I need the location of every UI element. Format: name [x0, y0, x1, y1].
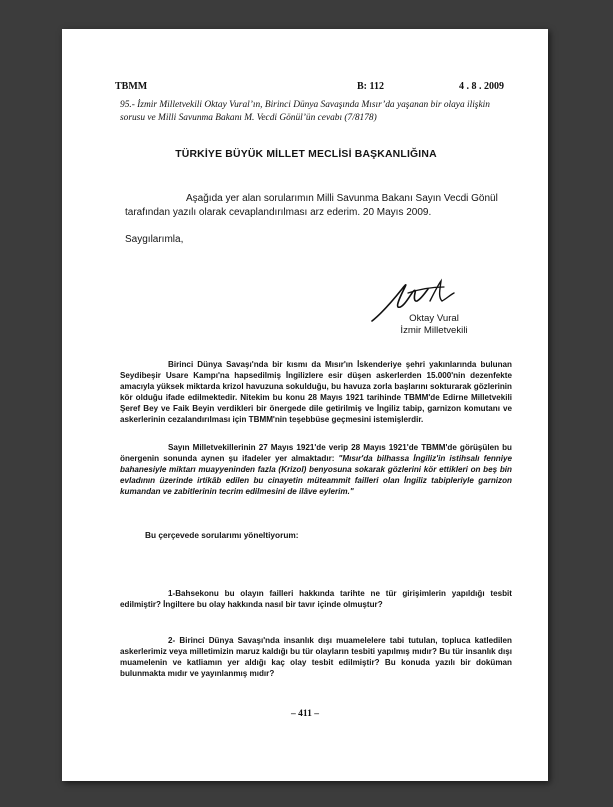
signer-name: Oktay Vural — [409, 313, 459, 324]
letter-request-text: Aşağıda yer alan sorularımın Milli Savunma Bakanı Sayın Vecdi Gönül tarafından yazılı olarak cevaplandırılması arz ederim. 20 Mayıs 2009. — [125, 193, 498, 218]
letter-title: TÜRKİYE BÜYÜK MİLLET MECLİSİ BAŞKANLIĞINA — [175, 149, 437, 160]
header-date: 4 . 8 . 2009 — [459, 81, 504, 92]
document-page — [62, 29, 548, 781]
header-issue: B: 112 — [357, 81, 384, 92]
signer-title: İzmir Milletvekili — [400, 325, 468, 336]
question-1 — [120, 589, 512, 611]
letter-request — [125, 192, 509, 220]
page-number: – 411 – — [291, 709, 319, 719]
body-paragraph-1-text: Birinci Dünya Savaşı'nda bir kısmı da Mısır'ın İskenderiye şehri yakınlarında bulunan Seydibeşir Usare Kampı'na hapsedilmiş İngilizlere esir düşen askerlerden 15.000'nin dezenfekte amacıyla yüksek miktarda krizol havuzuna sokulduğu, bu havuza zorla başlarını sokturarak gözlerinin kör olduğu ifade edilmektedir. Nitekim bu konu 28 Mayıs 1921 tarihinde TBMM'de Edirne Milletvekili Şeref Bey ve Faik Beyin verdikleri bir önergede dile getirilmiş ve İngiliz tabip, garnizon komutanı ve askerlerinin cezalandırılması için TBMM'nin teşebbüse geçmesini istemişlerdir. — [120, 360, 512, 424]
body-paragraph-1 — [120, 360, 512, 425]
question-2-text: 2- Birinci Dünya Savaşı'nda insanlık dışı muamelelere tabi tutulan, topluca katledilen askerlerimiz veya milletimizin maruz kaldığı bu tür olayların tesbiti yapılmış mıdır? Bu tür insanlık dışı muamelenin ve katliamın yer aldığı kaç olay tesbit edilmiştir? Bu konuda yazılı bir doküman bulunmakta mıdır ve yayınlanmış mıdır? — [120, 636, 512, 678]
signature-block — [384, 313, 484, 337]
question-1-text: 1-Bahsekonu bu olayın failleri hakkında tarihte ne tür girişimlerin yapıldığı tesbit edilmiştir? İngiltere bu olay hakkında nasıl bir tavır içinde olmuştur? — [120, 589, 512, 609]
questions-intro: Bu çerçevede sorularımı yöneltiyorum: — [145, 530, 299, 540]
body-paragraph-2-quote: "Mısır'da bilhassa İngiliz'in istihsalı fenniye bahanesiyle miktarı muayyeninden fazla (Krizol) benyosuna sokarak gözlerini kör ettikleri on beş bin evladının üzerinde irtikâb edilen bu cinayetin müteammit failleri olan İngiliz tabipleriyle garnizon kumandan ve zabitlerinin tecrim edilmesini de ilâve eylerim." — [120, 453, 512, 496]
header-left: TBMM — [115, 81, 148, 92]
letter-greeting: Saygılarımla, — [125, 234, 184, 245]
body-paragraph-2 — [120, 443, 512, 498]
question-2 — [120, 636, 512, 680]
page-header — [115, 81, 504, 95]
question-intro: 95.- İzmir Milletvekili Oktay Vural’ın, Birinci Dünya Savaşında Mısır’da yaşanan bir olaya ilişkin sorusu ve Milli Savunma Bakanı M. Vecdi Gönül’ün cevabı (7/8178) — [120, 100, 490, 123]
body-paragraph-2-lead: Sayın Milletvekillerinin 27 Mayıs 1921'de verip 28 Mayıs 1921'de TBMM'de görüşülen bu önergenin sonunda aynen şu ifadeler yer almaktadır: — [120, 443, 512, 463]
